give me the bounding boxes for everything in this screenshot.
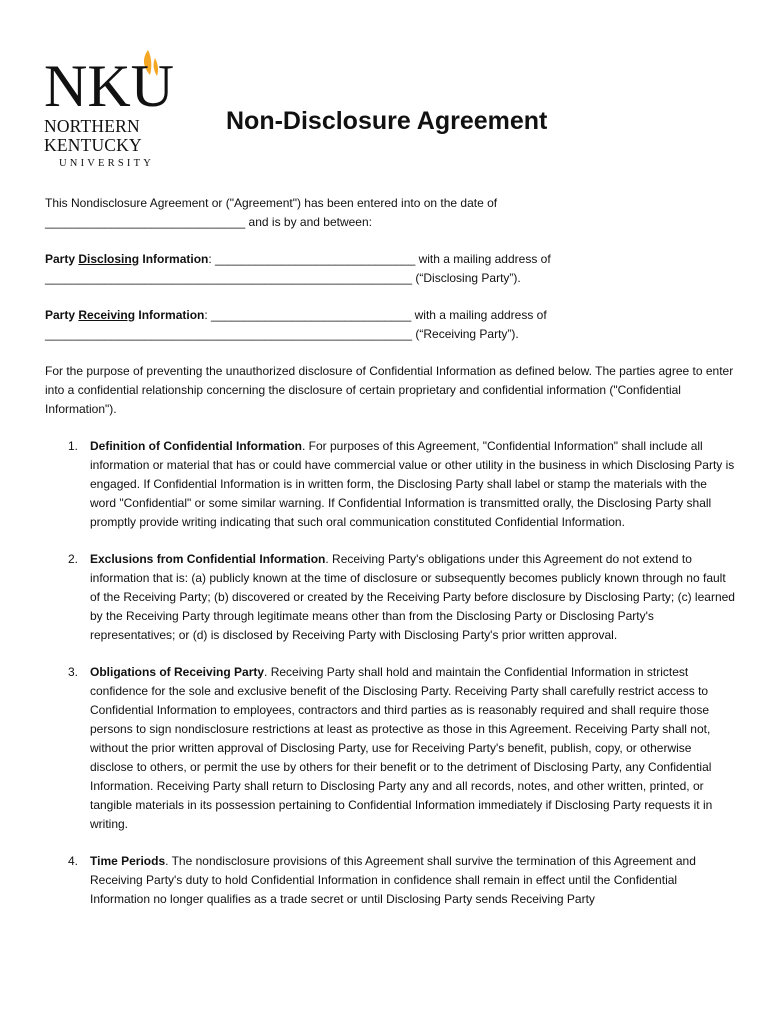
clause-number: 1. bbox=[68, 439, 79, 453]
clause-number: 3. bbox=[68, 665, 79, 679]
intro-line-1: This Nondisclosure Agreement or ("Agreement") has been entered into on the date of bbox=[45, 196, 498, 210]
disclosing-party-label: Party Disclosing Information bbox=[45, 252, 209, 266]
document-title: Non-Disclosure Agreement bbox=[226, 107, 548, 135]
receiving-party-label: Party Receiving Information bbox=[45, 308, 205, 322]
clause-body: . The nondisclosure provisions of this Agreement shall survive the termination of this Agreement and Receiving Party's duty to hold Confidential Information in confidence shall remain in effect until the Confidential Information no longer qualifies as a trade secret or until Disclosing Party sends Receiving Party bbox=[90, 854, 696, 906]
purpose-paragraph: For the purpose of preventing the unauthorized disclosure of Confidential Information as defined below. The parties agree to enter into a confidential relationship concerning the disclosure of certain proprietary and confidential information ("Confidential Information"). bbox=[45, 364, 734, 416]
disclosing-party-field: : ______________________________ with a mailing address of bbox=[208, 252, 551, 266]
clause-list bbox=[45, 437, 735, 909]
disclosing-party-line-2: _______________________________________________________ (“Disclosing Party”). bbox=[45, 271, 521, 285]
clause-4 bbox=[45, 852, 735, 909]
receiving-party-field: : ______________________________ with a mailing address of bbox=[204, 308, 547, 322]
disclosing-party-line-1 bbox=[45, 250, 735, 269]
nku-logo bbox=[44, 44, 184, 174]
clause-body: . Receiving Party shall hold and maintain the Confidential Information in strictest confidence for the sole and exclusive benefit of the Disclosing Party. Receiving Party shall carefully restrict access to Confidential Information to employees, contractors and third parties as is reasonably required and shall require those persons to sign nondisclosure restrictions at least as protective as those in this Agreement. Receiving Party shall not, without the prior written approval of Disclosing Party, use for Receiving Party's benefit, publish, copy, or otherwise disclose to others, or permit the use by others for their benefit or to the detriment of Disclosing Party, any Confidential Information. Receiving Party shall return to Disclosing Party any and all records, notes, and other written, printed, or tangible materials in its possession pertaining to Confidential Information immediately if Disclosing Party requests it in writing. bbox=[90, 665, 713, 831]
clause-heading: Time Periods bbox=[90, 854, 166, 868]
clause-3 bbox=[45, 663, 735, 834]
logo-line-university: UNIVERSITY bbox=[59, 158, 154, 169]
nku-logo-mark bbox=[44, 44, 184, 114]
logo-line-northern: NORTHERN bbox=[44, 116, 140, 136]
clause-number: 4. bbox=[68, 854, 79, 868]
clause-1 bbox=[45, 437, 735, 532]
clause-2 bbox=[45, 550, 735, 645]
logo-line-kentucky: KENTUCKY bbox=[44, 135, 142, 155]
clause-number: 2. bbox=[68, 552, 79, 566]
receiving-party-line-2: _______________________________________________________ (“Receiving Party”). bbox=[45, 327, 519, 341]
disclosing-party-block bbox=[45, 250, 735, 288]
clause-heading: Definition of Confidential Information bbox=[90, 439, 302, 453]
logo-mark-text: NKU bbox=[44, 53, 174, 114]
document-body bbox=[45, 194, 735, 927]
intro-line-2: ______________________________ and is by and between: bbox=[45, 215, 372, 229]
receiving-party-block bbox=[45, 306, 735, 344]
clause-body: . Receiving Party's obligations under this Agreement do not extend to information that is: (a) publicly known at the time of disclosure or subsequently becomes publicly known through no fault of the Receiving Party; (b) discovered or created by the Receiving Party before disclosure by Disclosing Party; (c) learned by the Receiving Party through legitimate means other than from the Disclosing Party or Disclosing Party's representatives; or (d) is disclosed by Receiving Party with Disclosing Party's prior written approval. bbox=[90, 552, 735, 642]
receiving-party-line-1 bbox=[45, 306, 735, 325]
clause-body: . For purposes of this Agreement, "Confidential Information" shall include all information or material that has or could have commercial value or other utility in the business in which Disclosing Party is engaged. If Confidential Information is in written form, the Disclosing Party shall label or stamp the materials with the word "Confidential" or some similar warning. If Confidential Information is transmitted orally, the Disclosing Party shall promptly provide writing indicating that such oral communication constituted Confidential Information. bbox=[90, 439, 735, 529]
clause-heading: Exclusions from Confidential Information bbox=[90, 552, 326, 566]
clause-heading: Obligations of Receiving Party bbox=[90, 665, 265, 679]
